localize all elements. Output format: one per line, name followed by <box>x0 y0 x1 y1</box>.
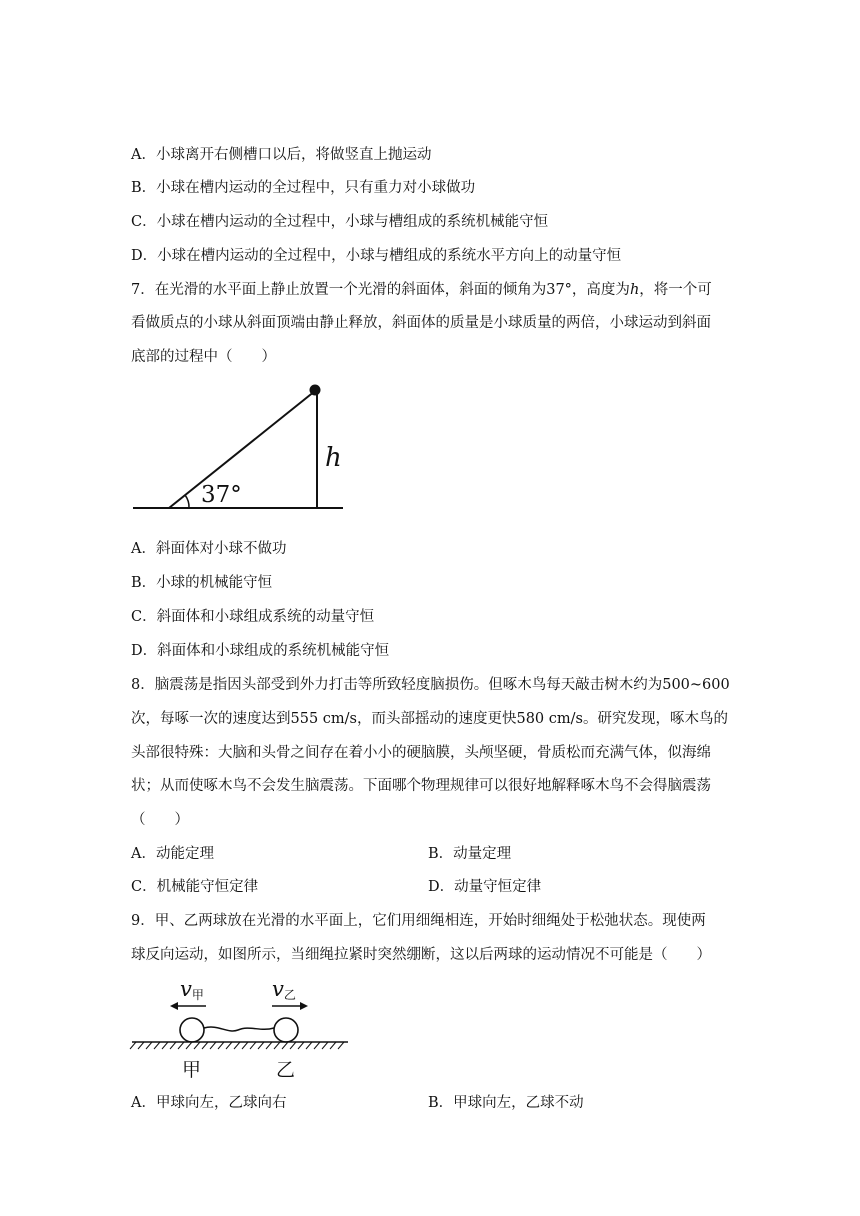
q9-option-b: B．甲球向左，乙球不动 <box>428 1095 584 1111</box>
q9-option-a: A．甲球向左，乙球向右 <box>131 1095 287 1111</box>
q9-stem-line1: 9．甲、乙两球放在光滑的水平面上，它们用细绳相连，开始时细绳处于松弛状态。现使两 <box>131 913 706 929</box>
q8-stem-line3: 头部很特殊：大脑和头骨之间存在着小小的硬脑膜，头颅坚硬，骨质松而充满气体，似海绵 <box>131 745 711 761</box>
ground-hatching <box>130 1042 344 1049</box>
q8-stem-line4: 状；从而使啄木鸟不会发生脑震荡。下面哪个物理规律可以很好地解释啄木鸟不会得脑震荡 <box>131 778 711 794</box>
ball-yi <box>274 1018 298 1042</box>
q6-option-d: D．小球在槽内运动的全过程中，小球与槽组成的系统水平方向上的动量守恒 <box>131 248 622 264</box>
ball-jia <box>180 1018 204 1042</box>
q7-stem-line3: 底部的过程中（ ） <box>131 349 276 365</box>
v-jia-label <box>180 977 204 1002</box>
q9-stem-line2: 球反向运动，如图所示，当细绳拉紧时突然绷断，这以后两球的运动情况不可能是（ ） <box>131 947 711 963</box>
q7-option-c: C．斜面体和小球组成系统的动量守恒 <box>131 609 375 625</box>
q8-stem-line5: （ ） <box>131 812 189 828</box>
q8-stem-line2: 次，每啄一次的速度达到555 cm/s，而头部摇动的速度更快580 cm/s。研究发现，啄木鸟的 <box>131 711 728 727</box>
angle-arc <box>185 495 189 508</box>
q8-option-d: D．动量守恒定律 <box>428 879 542 895</box>
q6-option-a: A．小球离开右侧槽口以后，将做竖直上抛运动 <box>131 147 432 163</box>
q7-option-d: D．斜面体和小球组成的系统机械能守恒 <box>131 643 390 659</box>
q9-balls-figure <box>128 972 353 1084</box>
v-jia-subscript: 甲 <box>191 988 204 1002</box>
angle-label: 37° <box>201 482 242 508</box>
height-label: h <box>325 443 342 473</box>
q7-option-b: B．小球的机械能守恒 <box>131 575 273 591</box>
q6-option-b: B．小球在槽内运动的全过程中，只有重力对小球做功 <box>131 180 476 196</box>
q7-height-symbol: h <box>629 282 640 298</box>
q7-stem-line1-a: 7．在光滑的水平面上静止放置一个光滑的斜面体，斜面的倾角为37°，高度为 <box>131 282 630 298</box>
v-jia-symbol: v <box>180 977 192 1001</box>
q8-option-c: C．机械能守恒定律 <box>131 879 259 895</box>
q8-option-a: A．动能定理 <box>131 846 214 862</box>
v-yi-label <box>272 977 296 1002</box>
v-yi-subscript: 乙 <box>283 988 296 1002</box>
q7-stem-line2: 看做质点的小球从斜面顶端由静止释放，斜面体的质量是小球质量的两倍，小球运动到斜面 <box>131 315 711 331</box>
v-yi-symbol: v <box>272 977 284 1001</box>
q7-option-a: A．斜面体对小球不做功 <box>131 541 287 557</box>
q7-stem-line1 <box>131 280 712 300</box>
q8-stem-line1: 8．脑震荡是指因头部受到外力打击等所致轻度脑损伤。但啄木鸟每天敲击树木约为500~600 <box>131 677 730 693</box>
q7-incline-figure <box>125 378 355 518</box>
q7-stem-line1-b: ，将一个可 <box>639 282 712 298</box>
q8-option-b: B．动量定理 <box>428 846 512 862</box>
string <box>204 1027 274 1031</box>
ball-yi-label: 乙 <box>276 1059 296 1081</box>
incline-slope <box>169 391 315 508</box>
q6-option-c: C．小球在槽内运动的全过程中，小球与槽组成的系统机械能守恒 <box>131 214 549 230</box>
ball-jia-label: 甲 <box>182 1059 202 1081</box>
ball <box>310 385 321 396</box>
